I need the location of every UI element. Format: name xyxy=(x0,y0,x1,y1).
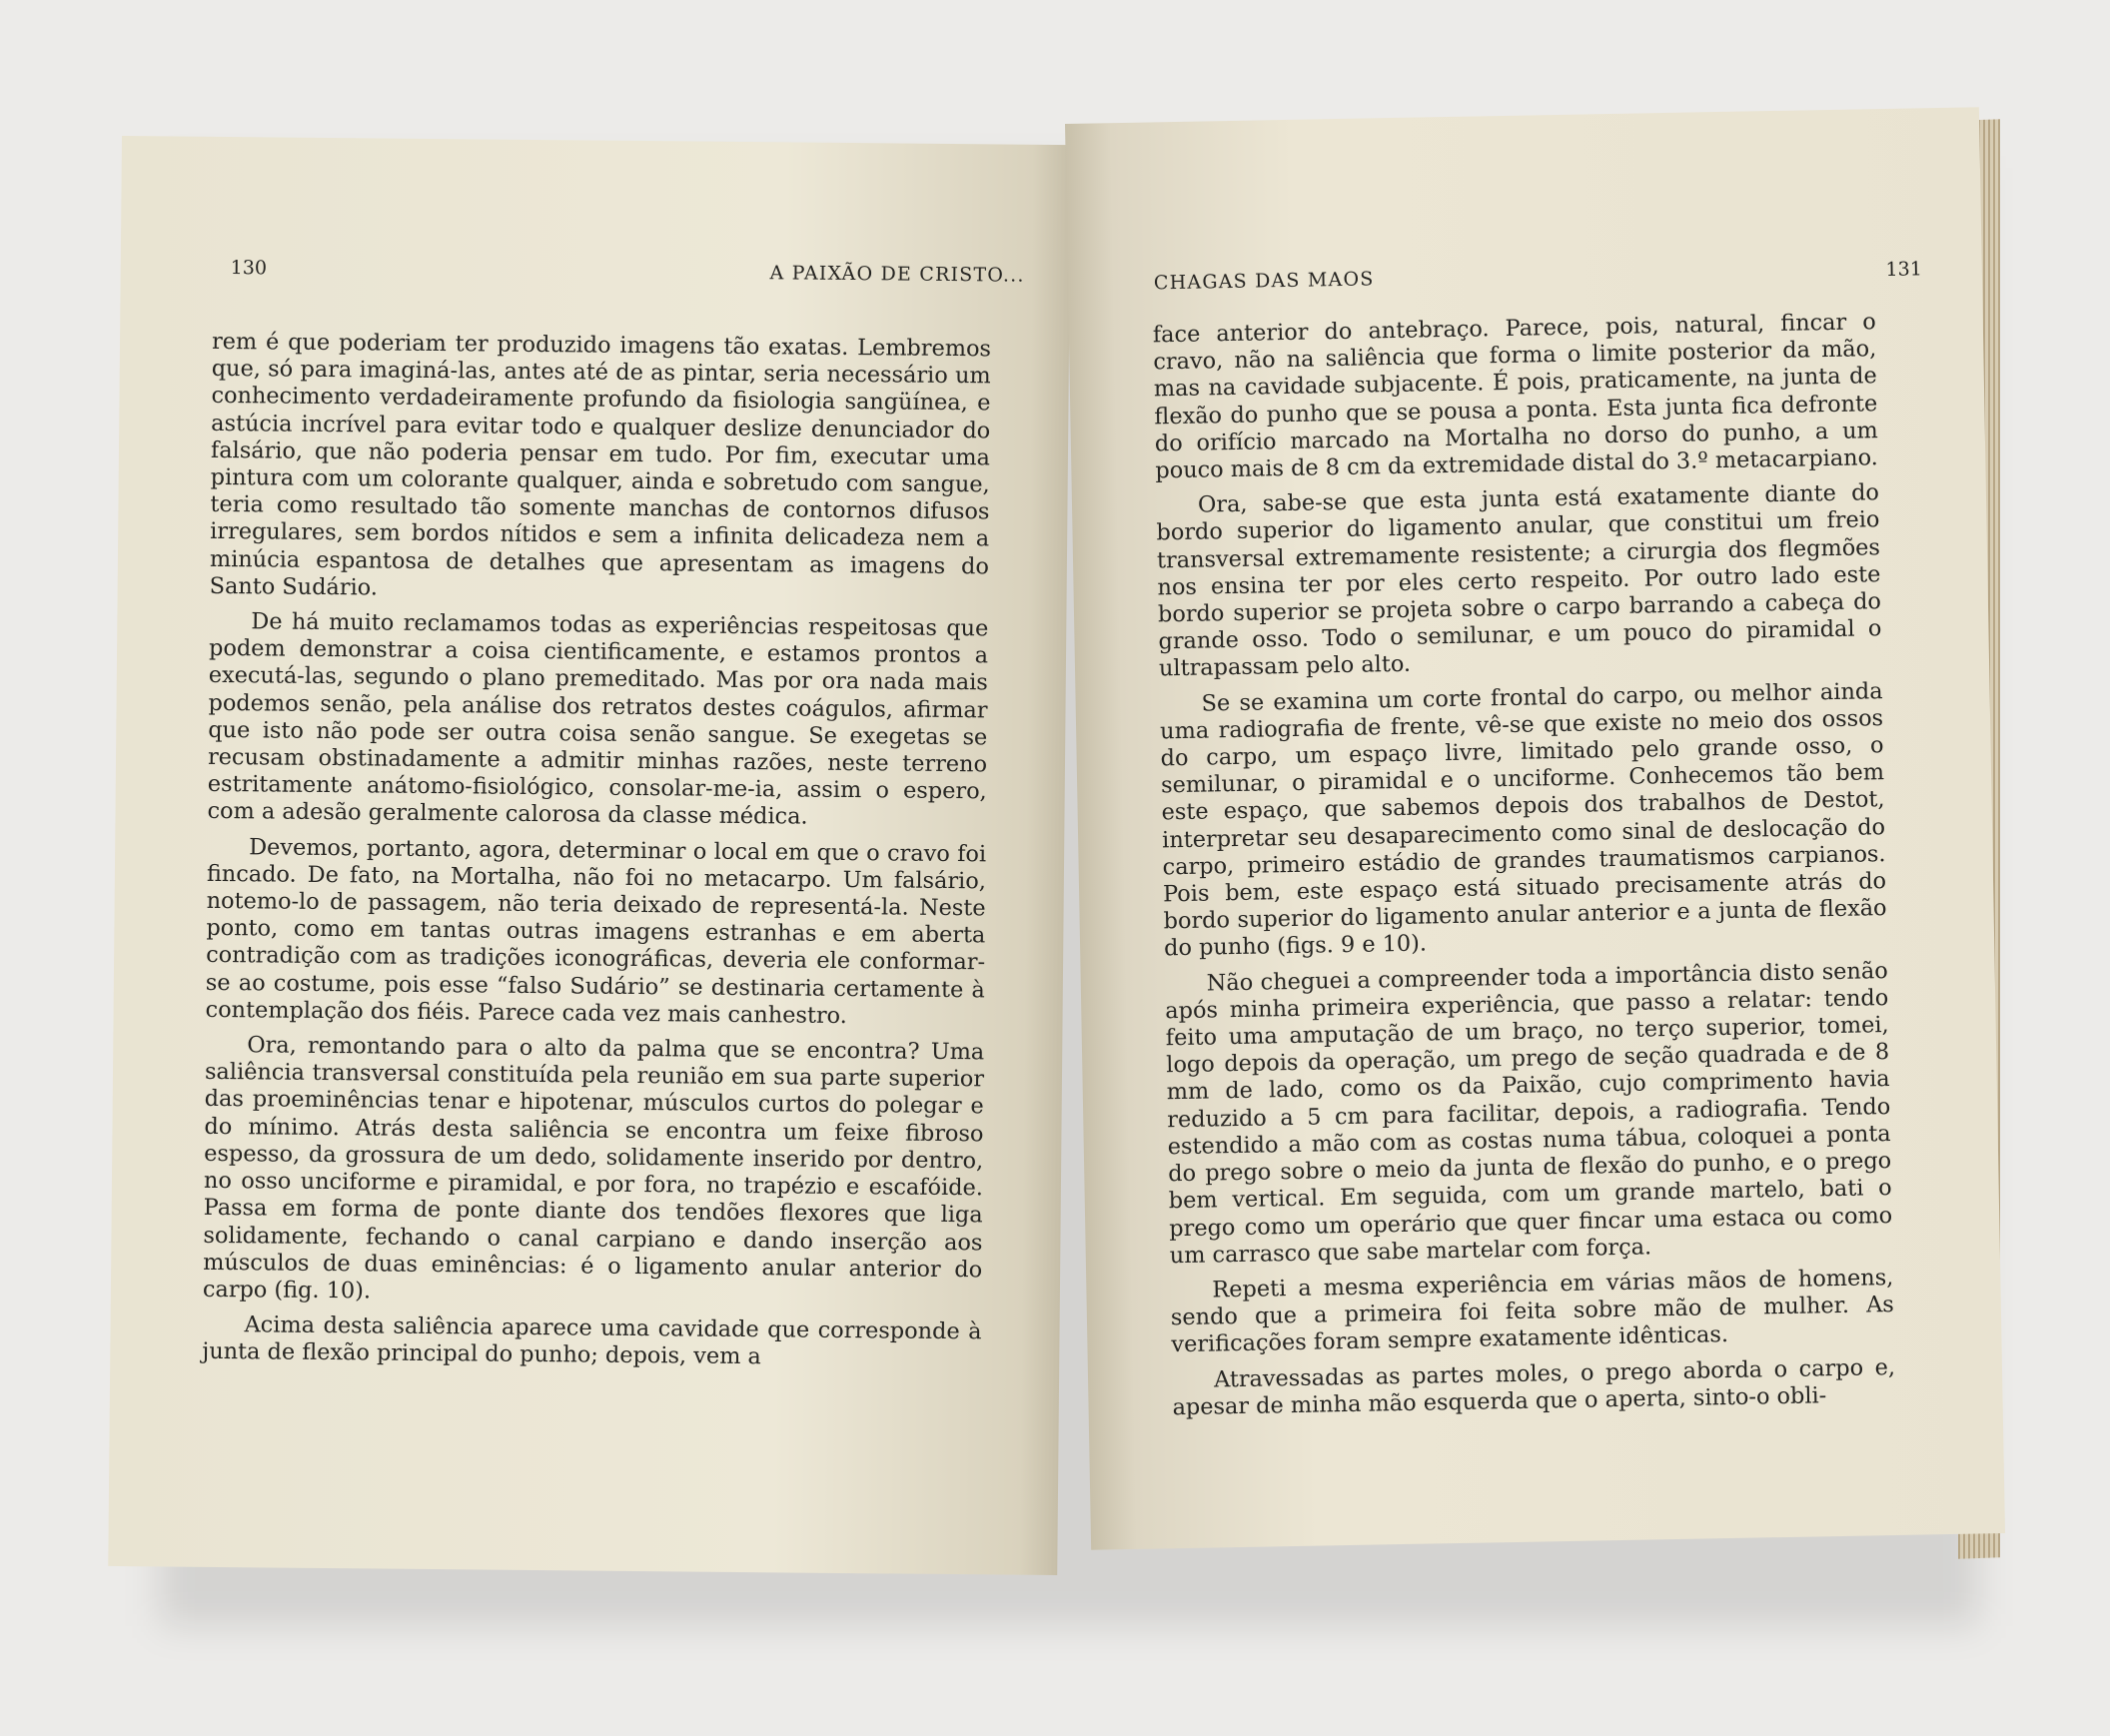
left-page-text xyxy=(202,329,991,1381)
right-page xyxy=(1065,107,2005,1550)
left-page xyxy=(108,136,1071,1575)
paragraph: face anterior do antebraço. Parece, pois, natural, fincar o cravo, não na saliência que forma o limite posterior da mão, mas na cavidade subjacente. É pois, praticamente, na junta de flexão do punho que se pousa a ponta. Esta junta fica defronte do orifício marcado na Mortalha no dorso do punho, a um pouco mais de 8 cm da extremidade distal do 3.º metacarpiano. xyxy=(1152,309,1879,484)
paragraph: Repeti a mesma experiência em várias mãos de homens, sendo que a primeira foi feita sobre mão de mulher. As verificações foram sempre exatamente idênticas. xyxy=(1170,1264,1895,1358)
paragraph: Ora, sabe-se que esta junta está exatamente diante do bordo superior do ligamento anular, que constitui um freio transversal extremamente resistente; a cirurgia dos flegmões nos ensina ter por eles certo respeito. Por outro lado este bordo superior se projeta sobre o carpo barrando a cabeça do grande osso. Todo o semilunar, e um pouco do piramidal o ultrapassam pelo alto. xyxy=(1156,479,1882,682)
paragraph: Ora, remontando para o alto da palma que se encontra? Uma saliência transversal constituída pela reunião em sua parte superior das proeminências tenar e hipotenar, músculos curtos do polegar e do mínimo. Atrás desta saliência se encontra um feixe fibroso espesso, da grossura de um dedo, solidamente inserido por dentro, no osso unciforme e piramidal, e por fora, no trapézio e escafóide. Passa em forma de ponte diante dos tendões flexores que liga solidamente, fechando o canal carpiano e dando inserção aos músculos de duas eminências: é o ligamento anular anterior do carpo (fig. 10). xyxy=(202,1032,985,1304)
paragraph: Não cheguei a compreender toda a importância disto senão após minha primeira experiência, que passo a relatar: tendo feito uma amputação de um braço, no terço superior, tomei, logo depois da operação, um prego de seção quadrada e de 8 mm de lado, como os da Paixão, cujo comprimento havia reduzido a 5 cm para facilitar, depois, a radiografia. Tendo estendido a mão com as costas numa tábua, coloquei a ponta do prego sobre o meio da junta de flexão do punho, e o prego bem vertical. Em seguida, com um grande martelo, bati o prego como um operário que quer fincar uma estaca ou como um carrasco que sabe martelar com força. xyxy=(1165,957,1893,1269)
paragraph: Devemos, portanto, agora, determinar o local em que o cravo foi fincado. De fato, na Mortalha, não foi no metacarpo. Um falsário, notemo-lo de passagem, não teria deixado de representá-la. Neste ponto, como em tantas outras imagens estranhas e em aberta contradição com as tradições iconográficas, deveria ele conformar-se ao costume, pois esse “falso Sudário” se destinaria certamente à contemplação dos fiéis. Parece cada vez mais canhestro. xyxy=(205,833,987,1029)
paragraph: Se se examina um corte frontal do carpo, ou melhor ainda uma radiografia de frente, vê-se que existe no meio dos ossos do carpo, um espaço livre, limitado pelo grande osso, o semilunar, o piramidal e o unciforme. Conhecemos tão bem este espaço, que sabemos depois dos trabalhos de Destot, interpretar seu desaparecimento como sinal de deslocação do carpo, primeiro estádio de grandes traumatismos carpianos. Pois bem, este espaço está situado precisamente atrás do bordo superior do ligamento anular anterior e a junta de flexão do punho (figs. 9 e 10). xyxy=(1159,677,1887,962)
running-head-right: CHAGAS DAS MAOS xyxy=(1153,268,1375,295)
right-page-text xyxy=(1153,309,1896,1429)
paragraph: Atravessadas as partes moles, o prego aborda o carpo e, apesar de minha mão esquerda que o aperta, sinto-o obli- xyxy=(1172,1353,1896,1420)
page-number-right: 131 xyxy=(1885,258,1923,281)
paragraph: Acima desta saliência aparece uma cavidade que corresponde à junta de flexão principal do punho; depois, vem a xyxy=(202,1311,982,1370)
paragraph: rem é que poderiam ter produzido imagens tão exatas. Lembremos que, só para imaginá-las, antes até de as pintar, seria necessário um conhecimento verdadeiramente profundo da fisiologia sangüínea, e astúcia incrível para evitar todo e qualquer deslize denunciador do falsário, que não poderia pensar em tudo. Por fim, executar uma pintura com um colorante qualquer, ainda e sobretudo com sangue, teria como resultado tão somente manchas de contornos difusos irregulares, sem bordos nítidos e sem a infinita delicadeza nem a minúcia espantosa de detalhes que apresentam as imagens do Santo Sudário. xyxy=(209,328,992,601)
running-head-left: A PAIXÃO DE CRISTO... xyxy=(769,262,1025,287)
paragraph: De há muito reclamamos todas as experiências respeitosas que podem demonstrar a coisa cientificamente, e estamos prontos a executá-las, segundo o plano premeditado. Mas por ora nada mais podemos senão, pela análise dos retratos destes coágulos, afirmar que isto não pode ser outra coisa senão sangue. Se exegetas se recusam obstinadamente a admitir minhas razões, neste terreno estritamente anátomo-fisiológico, consolar-me-ia, assim o espero, com a adesão geralmente calorosa da classe médica. xyxy=(207,608,989,831)
page-number-left: 130 xyxy=(230,257,268,280)
